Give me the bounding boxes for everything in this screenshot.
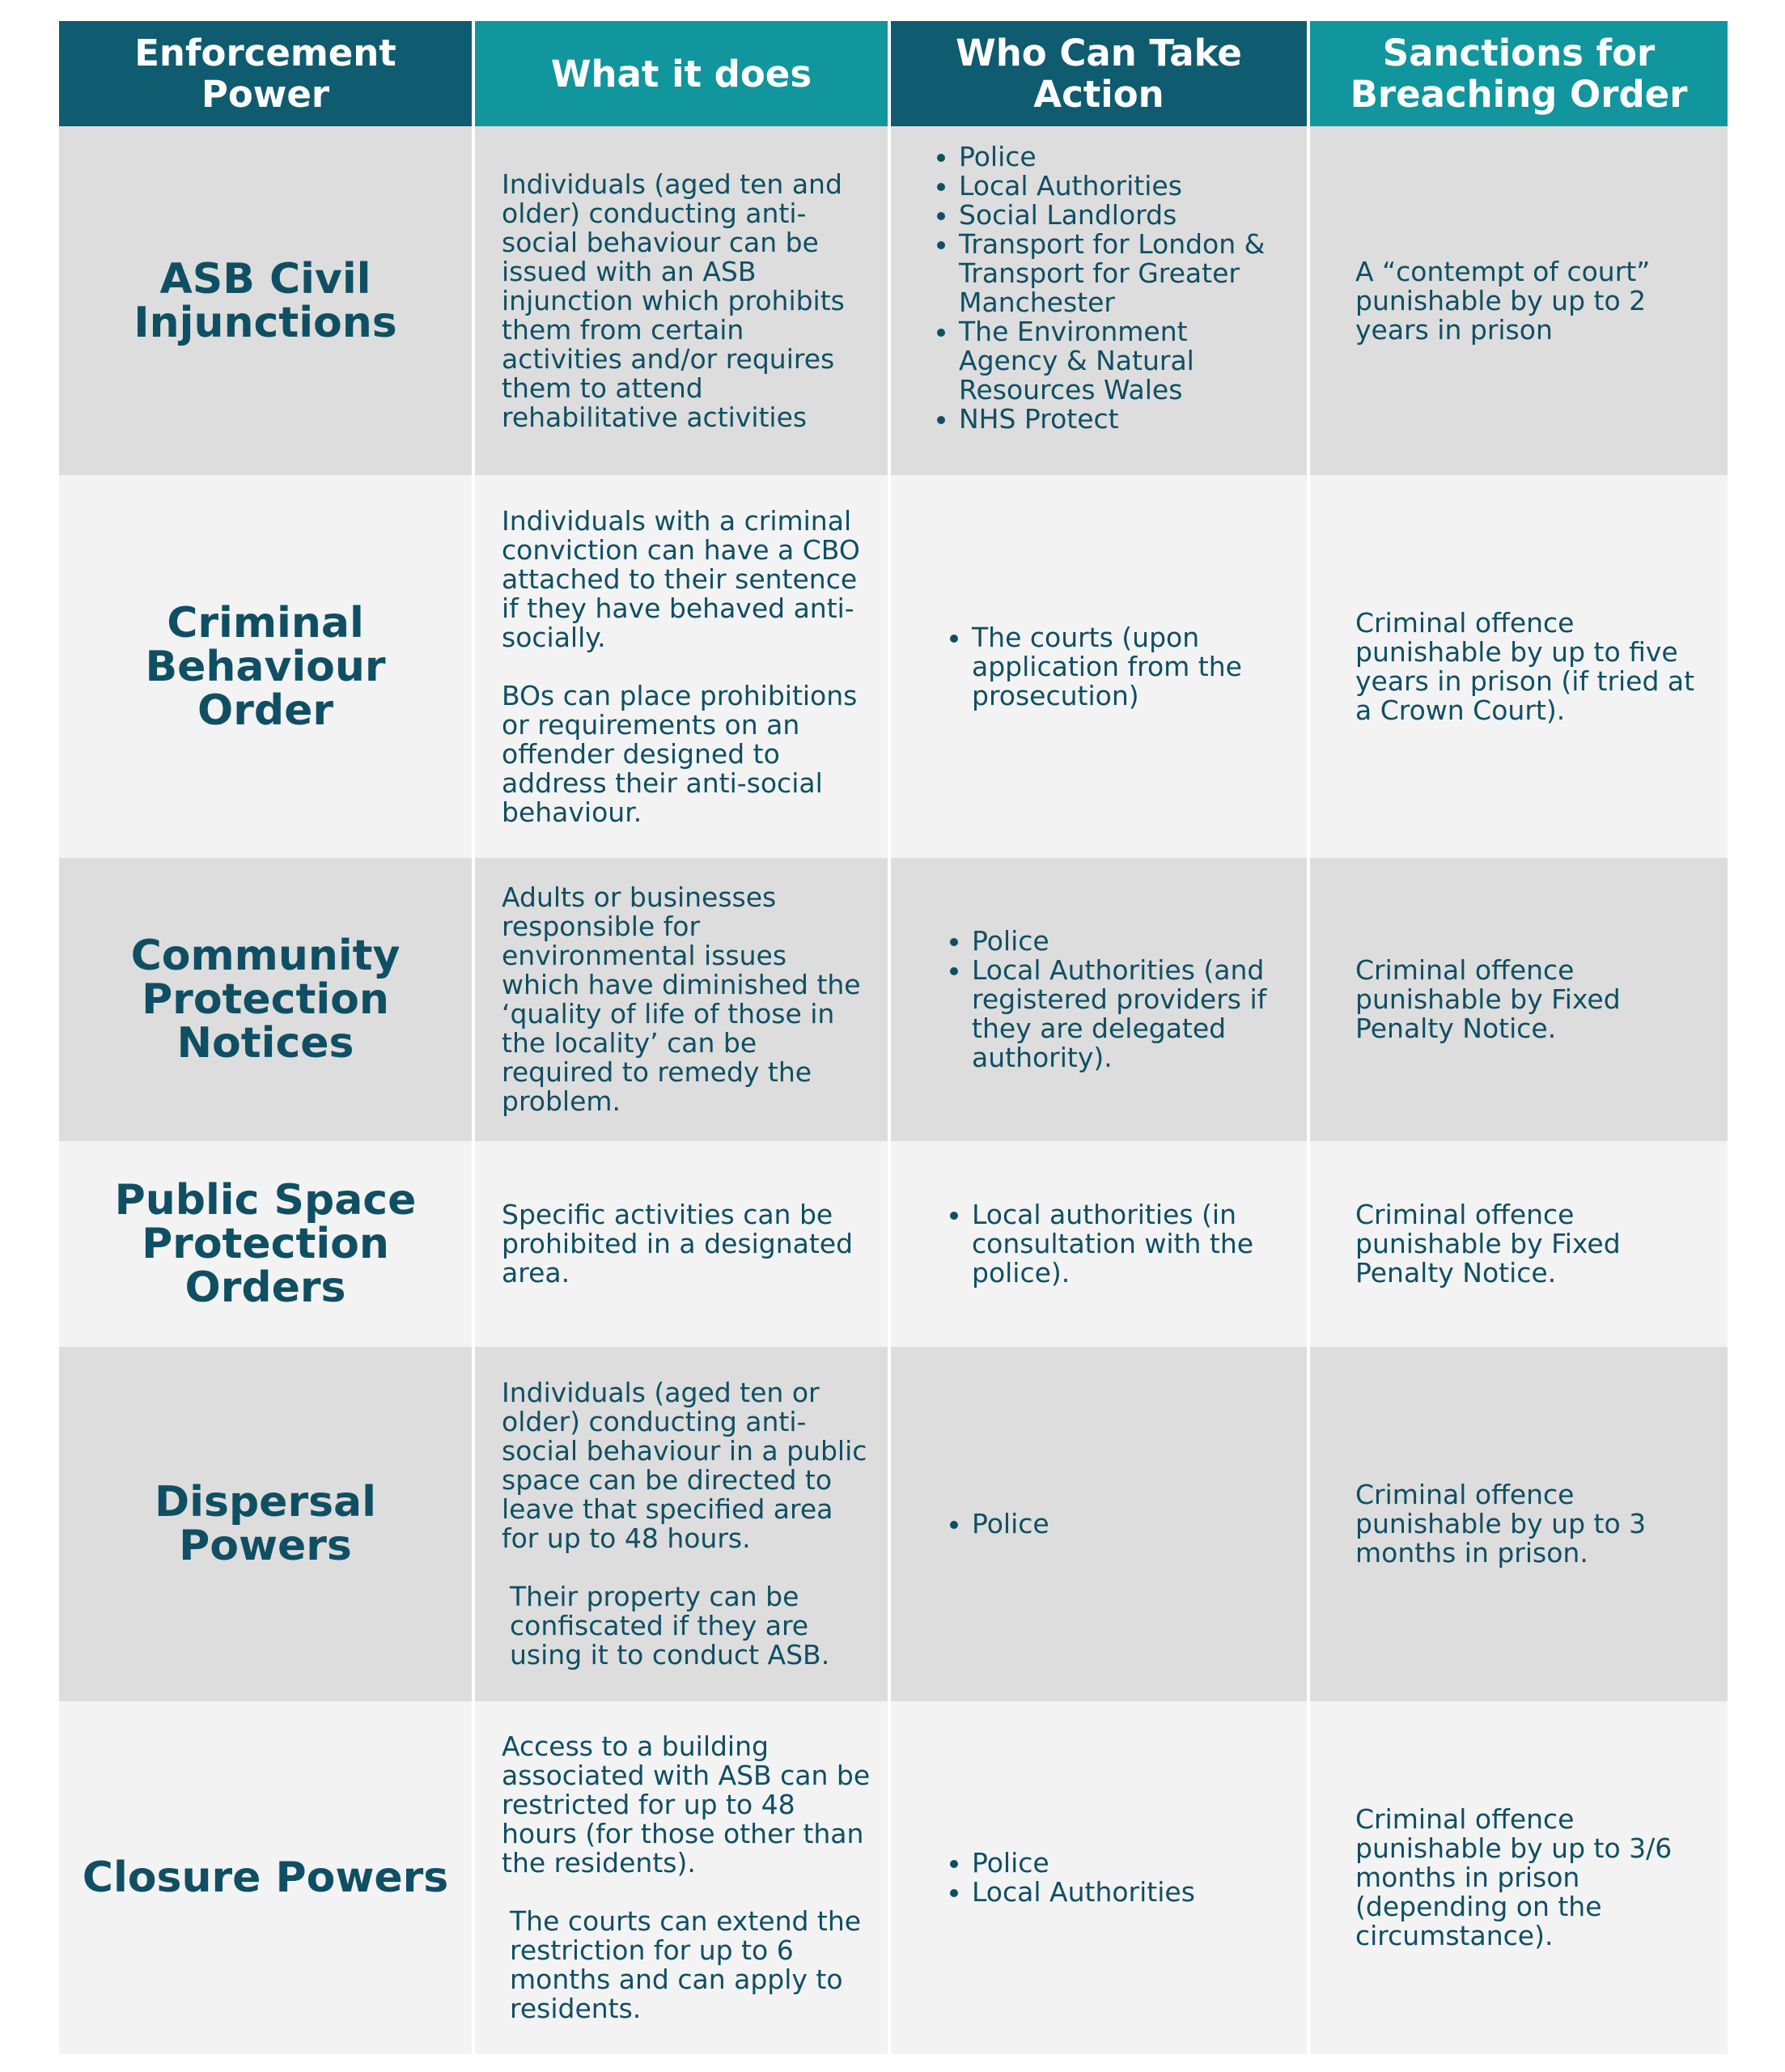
who-list-item: • Police: [972, 1849, 1195, 1878]
who-list-item: • Transport for London & Transport for Greater Manchester: [959, 230, 1291, 317]
who-list-item: • Local Authorities: [972, 1878, 1195, 1907]
sanctions-cell: Criminal offence punishable by up to 3 months in prison.: [1310, 1347, 1728, 1701]
sanctions-cell: Criminal offence punishable by Fixed Penalty Notice.: [1310, 858, 1728, 1141]
what-it-does-text: Individuals (aged ten or older) conducting anti-social behaviour in a public space can be directed to leave that specified area for up to 48 hours.: [502, 1377, 867, 1554]
what-it-does-text: Adults or businesses responsible for environmental issues which have diminished the ‘quality of life of those in the locality’ can be required to remedy the problem.: [502, 881, 861, 1117]
header-what-it-does: What it does: [475, 21, 891, 126]
who-list: [939, 1200, 1291, 1288]
who-can-act-cell: [891, 858, 1310, 1141]
enforcement-powers-table: [59, 21, 1728, 2054]
what-it-does-cell: [475, 1347, 891, 1701]
what-it-does-text: Individuals with a criminal conviction can have a CBO attached to their sentence if they have behaved anti-socially.: [502, 504, 860, 653]
sanctions-cell: Criminal offence punishable by up to five years in prison (if tried at a Crown Court).: [1310, 475, 1728, 858]
power-name: Criminal Behaviour Order: [59, 475, 475, 858]
who-list-item: • Police: [972, 1509, 1049, 1539]
who-list: [939, 1849, 1195, 1907]
header-enforcement-power: Enforcement Power: [59, 21, 475, 126]
who-list-item: • Local Authorities: [959, 172, 1291, 201]
who-list-item: • The courts (upon application from the prosecution): [972, 623, 1291, 711]
what-it-does-text: Specific activities can be prohibited in a designated area.: [502, 1199, 854, 1289]
what-it-does-text: The courts can extend the restriction for up to 6 months and can apply to residents.: [510, 1905, 862, 2024]
power-name: ASB Civil Injunctions: [59, 126, 475, 475]
what-it-does-text: BOs can place prohibitions or requirements on an offender designed to address their anti-social behaviour.: [502, 679, 858, 828]
who-list-item: • The Environment Agency & Natural Resources Wales: [959, 317, 1291, 405]
who-can-act-cell: [891, 1141, 1310, 1347]
what-it-does-text: Access to a building associated with ASB can be restricted for up to 48 hours (for those other than the residents).: [502, 1730, 871, 1879]
what-it-does-cell: [475, 475, 891, 858]
who-list: [926, 142, 1291, 434]
header-who-can-take-action: Who Can Take Action: [891, 21, 1310, 126]
power-name: Public Space Protection Orders: [59, 1141, 475, 1347]
who-can-act-cell: [891, 1701, 1310, 2054]
who-list-item: • Social Landlords: [959, 201, 1291, 230]
what-it-does-cell: [475, 1701, 891, 2054]
what-it-does-cell: [475, 858, 891, 1141]
what-it-does-text: Individuals (aged ten and older) conducting anti-social behaviour can be issued with an ASB injunction which prohibits them from certain activities and/or requires them to attend rehabilitative activities: [502, 168, 845, 433]
header-sanctions: Sanctions for Breaching Order: [1310, 21, 1728, 126]
sanctions-cell: Criminal offence punishable by up to 3/6 months in prison (depending on the circumstance).: [1310, 1701, 1728, 2054]
who-list-item: • Local authorities (in consultation with the police).: [972, 1200, 1291, 1288]
who-list-item: • Police: [972, 927, 1291, 956]
who-list-item: • Police: [959, 142, 1291, 172]
who-can-act-cell: [891, 126, 1310, 475]
power-name: Closure Powers: [59, 1701, 475, 2054]
what-it-does-cell: [475, 126, 891, 475]
power-name: Community Protection Notices: [59, 858, 475, 1141]
power-name: Dispersal Powers: [59, 1347, 475, 1701]
who-list: [939, 927, 1291, 1072]
who-list-item: • NHS Protect: [959, 405, 1291, 434]
who-list-item: • Local Authorities (and registered providers if they are delegated authority).: [972, 956, 1291, 1072]
who-can-act-cell: [891, 475, 1310, 858]
what-it-does-text: Their property can be confiscated if they are using it to conduct ASB.: [510, 1581, 830, 1671]
who-can-act-cell: [891, 1347, 1310, 1701]
who-list: [939, 1509, 1049, 1539]
sanctions-cell: A “contempt of court” punishable by up to 2 years in prison: [1310, 126, 1728, 475]
who-list: [939, 623, 1291, 711]
what-it-does-cell: [475, 1141, 891, 1347]
sanctions-cell: Criminal offence punishable by Fixed Penalty Notice.: [1310, 1141, 1728, 1347]
